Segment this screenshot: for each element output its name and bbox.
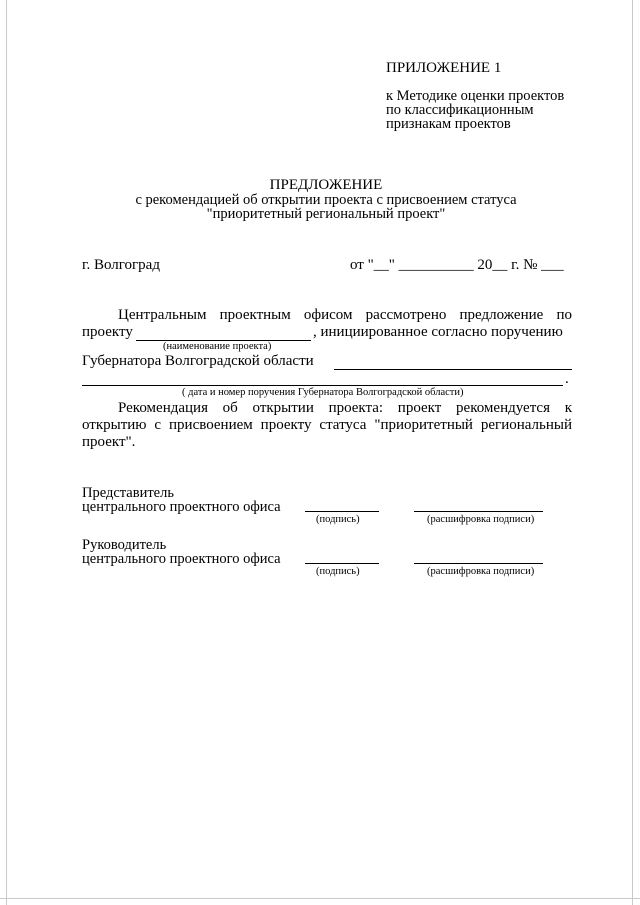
- signature-1-decode-note: (расшифровка подписи): [427, 514, 535, 525]
- appendix-title: ПРИЛОЖЕНИЕ 1: [386, 60, 502, 76]
- scan-edge-left: [6, 0, 7, 905]
- appendix-line-1: к Методике оценки проектов: [386, 88, 565, 104]
- paragraph-2-line-1: Рекомендация об открытии проекта: проект рекомендуется к: [118, 400, 572, 416]
- order-blank-2[interactable]: [82, 385, 563, 386]
- signature-2-decode-note: (расшифровка подписи): [427, 566, 535, 577]
- signature-1-sign-blank[interactable]: [305, 511, 379, 512]
- document-title: ПРЕДЛОЖЕНИЕ: [269, 177, 383, 193]
- city: г. Волгоград: [82, 257, 160, 273]
- signature-1-role-line-1: Представитель: [82, 485, 174, 501]
- signature-2-role-line-2: центрального проектного офиса: [82, 551, 281, 567]
- scan-edge-right: [632, 0, 633, 905]
- signature-2-role-line-1: Руководитель: [82, 537, 167, 553]
- order-note: ( дата и номер поручения Губернатора Волгоградской области): [182, 387, 464, 398]
- signature-2-sign-blank[interactable]: [305, 563, 379, 564]
- order-blank-1[interactable]: [334, 369, 572, 370]
- appendix-line-3: признакам проектов: [386, 116, 511, 132]
- signature-2-decode-blank[interactable]: [414, 563, 543, 564]
- document-subtitle-1: с рекомендацией об открытии проекта с присвоением статуса: [135, 192, 517, 208]
- paragraph-1-line-1: Центральным проектным офисом рассмотрено предложение по: [118, 307, 572, 323]
- date-number: от "__" __________ 20__ г. № ___: [350, 257, 564, 273]
- paragraph-2-line-2: открытию с присвоением проекту статуса "приоритетный региональный: [82, 417, 572, 433]
- paragraph-1-line-2-rest: , инициированное согласно поручению: [313, 324, 563, 340]
- signature-2-sign-note: (подпись): [316, 566, 360, 577]
- signature-1-sign-note: (подпись): [316, 514, 360, 525]
- paragraph-1-line-3: Губернатора Волгоградской области: [82, 353, 314, 369]
- project-label: проекту: [82, 324, 133, 340]
- paragraph-2-line-3: проект".: [82, 434, 136, 450]
- project-name-note: (наименование проекта): [163, 341, 272, 352]
- order-end-dot: .: [565, 371, 569, 387]
- signature-1-decode-blank[interactable]: [414, 511, 543, 512]
- document-subtitle-2: "приоритетный региональный проект": [206, 206, 446, 222]
- appendix-line-2: по классификационным: [386, 102, 534, 118]
- signature-1-role-line-2: центрального проектного офиса: [82, 499, 281, 515]
- scan-edge-bottom: [0, 898, 640, 899]
